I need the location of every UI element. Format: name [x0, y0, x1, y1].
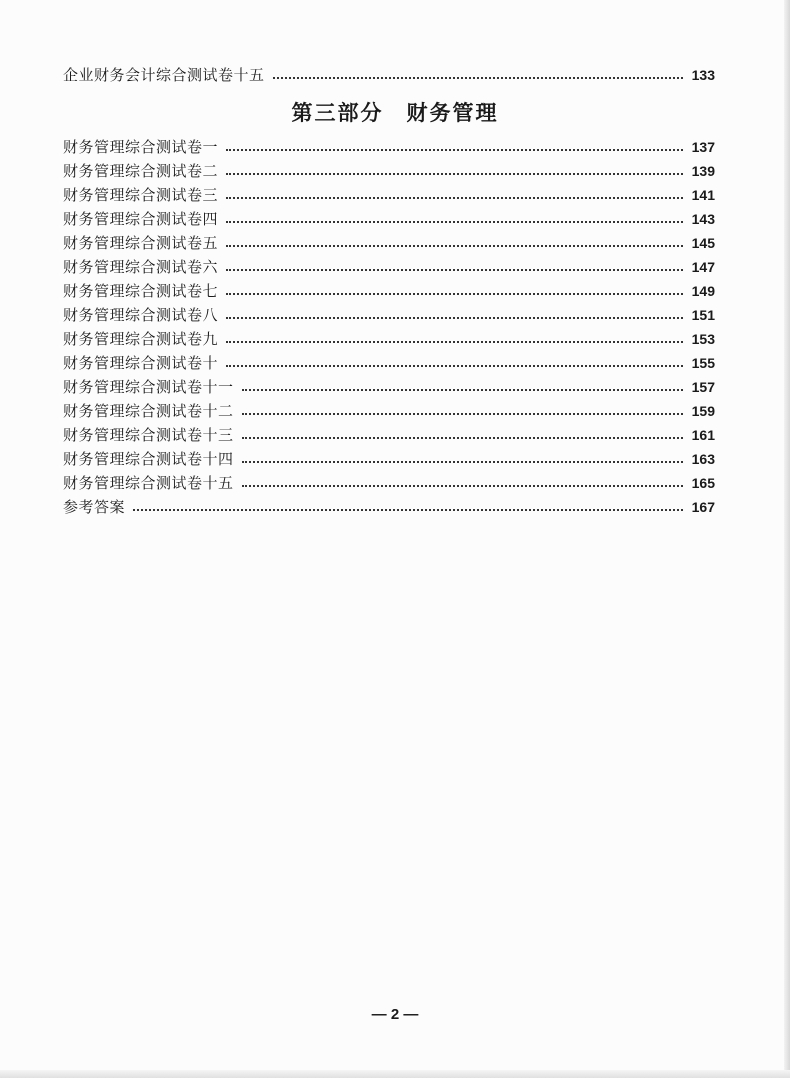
scan-edge-bottom	[0, 1070, 790, 1078]
toc-entry-page: 157	[691, 379, 715, 395]
toc-entry-label: 财务管理综合测试卷十	[63, 354, 219, 372]
toc-dot-leader	[242, 389, 683, 391]
toc-entry-label: 财务管理综合测试卷三	[63, 186, 219, 204]
toc-entry[interactable]	[63, 206, 715, 228]
toc-dot-leader	[273, 77, 683, 79]
toc-entry-label: 财务管理综合测试卷一	[63, 138, 219, 156]
toc-entry-label: 企业财务会计综合测试卷十五	[63, 66, 265, 84]
scan-edge-right	[784, 0, 790, 1078]
toc-entry-page: 161	[691, 427, 715, 443]
toc-entry[interactable]	[63, 230, 715, 252]
toc-entry[interactable]	[63, 494, 715, 516]
toc-dot-leader	[226, 221, 683, 223]
toc-entry[interactable]	[63, 326, 715, 348]
toc-entry-label: 财务管理综合测试卷九	[63, 330, 219, 348]
toc-entry-page: 165	[691, 475, 715, 491]
toc-entry-label: 财务管理综合测试卷五	[63, 234, 219, 252]
toc-dot-leader	[242, 461, 683, 463]
toc-entry[interactable]	[63, 254, 715, 276]
toc-entry[interactable]	[63, 302, 715, 324]
toc-entry-label: 财务管理综合测试卷二	[63, 162, 219, 180]
toc-entry-label: 财务管理综合测试卷十四	[63, 450, 234, 468]
toc-entry-label: 参考答案	[63, 498, 126, 516]
toc-entry-page: 145	[691, 235, 715, 251]
toc-entry[interactable]	[63, 62, 715, 84]
toc-dot-leader	[226, 269, 683, 271]
toc-entry-page: 143	[691, 211, 715, 227]
toc-dot-leader	[226, 365, 683, 367]
toc-entry-page: 167	[691, 499, 715, 515]
toc-entry-label: 财务管理综合测试卷八	[63, 306, 219, 324]
page-number: — 2 —	[371, 1006, 419, 1023]
toc-dot-leader	[226, 173, 683, 175]
toc-entry-page: 159	[691, 403, 715, 419]
toc-entry[interactable]	[63, 278, 715, 300]
toc-entry-page: 153	[691, 331, 715, 347]
toc-entry[interactable]	[63, 398, 715, 420]
section-title: 第三部分 财务管理	[291, 101, 499, 125]
toc-entry-label: 财务管理综合测试卷十五	[63, 474, 234, 492]
toc-entry-page: 147	[691, 259, 715, 275]
toc-entry-page: 133	[691, 67, 715, 83]
toc-entry-label: 财务管理综合测试卷四	[63, 210, 219, 228]
toc-entry-page: 155	[691, 355, 715, 371]
toc-entry[interactable]	[63, 182, 715, 204]
toc-entry-page: 137	[691, 139, 715, 155]
toc-dot-leader	[242, 485, 683, 487]
toc-entry-label: 财务管理综合测试卷十二	[63, 402, 234, 420]
toc-dot-leader	[133, 509, 683, 511]
toc-entry[interactable]	[63, 446, 715, 468]
toc-entry[interactable]	[63, 158, 715, 180]
toc-dot-leader	[242, 413, 683, 415]
toc-entry[interactable]	[63, 374, 715, 396]
toc-entry-page: 141	[691, 187, 715, 203]
toc-entry-label: 财务管理综合测试卷七	[63, 282, 219, 300]
toc-dot-leader	[226, 149, 683, 151]
toc-entry-label: 财务管理综合测试卷六	[63, 258, 219, 276]
toc-entry[interactable]	[63, 422, 715, 444]
toc-entry-label: 财务管理综合测试卷十三	[63, 426, 234, 444]
toc-entry-label: 财务管理综合测试卷十一	[63, 378, 234, 396]
toc-dot-leader	[226, 341, 683, 343]
toc-dot-leader	[226, 293, 683, 295]
toc-dot-leader	[242, 437, 683, 439]
toc-entry-page: 149	[691, 283, 715, 299]
toc-entry[interactable]	[63, 350, 715, 372]
toc-dot-leader	[226, 245, 683, 247]
toc-entry[interactable]	[63, 134, 715, 156]
toc-entry-page: 151	[691, 307, 715, 323]
toc-entry-page: 163	[691, 451, 715, 467]
toc-entry-page: 139	[691, 163, 715, 179]
toc-dot-leader	[226, 197, 683, 199]
toc-entry[interactable]	[63, 470, 715, 492]
toc-dot-leader	[226, 317, 683, 319]
